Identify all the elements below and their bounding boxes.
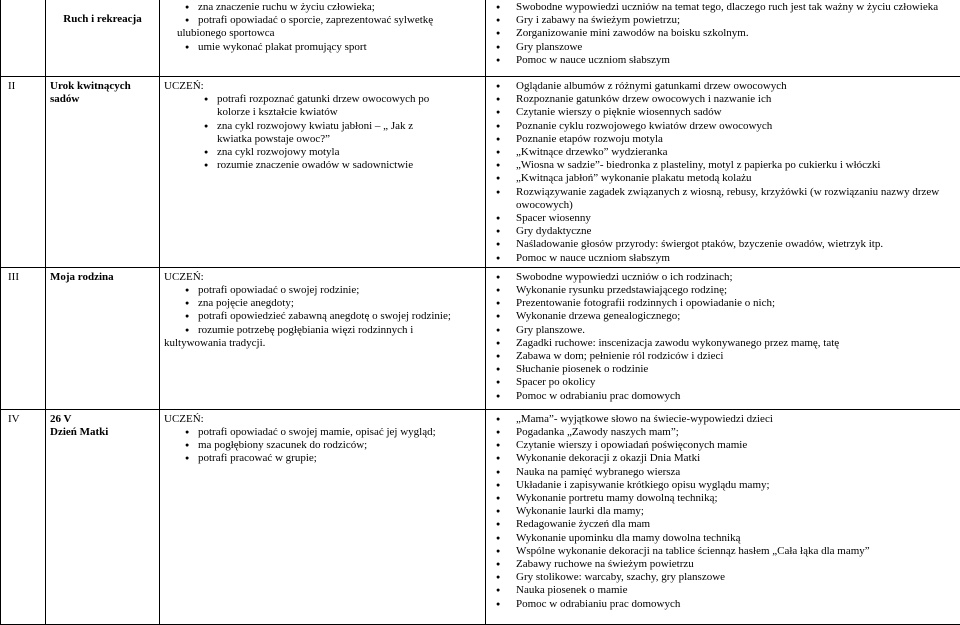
activity-item: ● Słuchanie piosenek o rodzinie [516, 363, 956, 376]
goal-item: ● umie wykonać plakat promujący sport [198, 41, 481, 54]
goal-item: ● potrafi opowiadać o sporcie, zaprezentować sylwetkę [198, 14, 481, 27]
activity-item: ● Poznanie cyklu rozwojowego kwiatów drzew owocowych [516, 120, 942, 133]
topic-text: Urok kwitnących [50, 80, 155, 93]
activity-item: ● Wykonanie dekoracji z okazji Dnia Matki [516, 452, 956, 465]
row-number: III [8, 271, 19, 283]
activity-item: ● Spacer wiosenny [516, 212, 942, 225]
activity-item: ● „Kwitnące drzewko” wydzieranka [516, 146, 942, 159]
goals-cell [160, 77, 486, 268]
activity-item: ● Zorganizowanie mini zawodów na boisku szkolnym. [516, 27, 956, 40]
row-number-cell [1, 267, 46, 409]
activity-item: ● Pomoc w nauce uczniom słabszym [516, 252, 942, 265]
activity-item: ● Wykonanie laurki dla mamy; [516, 505, 956, 518]
activity-item: ● Układanie i zapisywanie krótkiego opisu wyglądu mamy; [516, 479, 956, 492]
goals-header: UCZEŃ: [164, 80, 481, 93]
activity-item: ● Redagowanie życzeń dla mam [516, 518, 956, 531]
goals-cell [160, 409, 486, 624]
activity-item: ● Pomoc w nauce uczniom słabszym [516, 54, 956, 67]
activity-item: ● Zabawy ruchowe na świeżym powietrzu [516, 558, 956, 571]
activity-item: ● Czytanie wierszy o pięknie wiosennych sadów [516, 106, 942, 119]
topic-cell [46, 267, 160, 409]
activity-item: ● Spacer po okolicy [516, 376, 956, 389]
row-number: II [8, 80, 15, 92]
activity-item: ● Wykonanie drzewa genealogicznego; [516, 310, 956, 323]
activity-item: ● Wykonanie rysunku przedstawiającego rodzinę; [516, 284, 956, 297]
activity-item: ● Poznanie etapów rozwoju motyla [516, 133, 942, 146]
goal-item: ● zna cykl rozwojowy motyla [217, 146, 431, 159]
activities-cell [486, 77, 960, 268]
topic-text: sadów [50, 93, 155, 106]
activity-item: ● Wykonanie portretu mamy dowolną techniką; [516, 492, 956, 505]
activity-item: ● Naśladowanie głosów przyrody: świergot ptaków, bzyczenie owadów, wietrzyk itp. [516, 238, 942, 251]
goal-item: ● rozumie potrzebę pogłębiania więzi rodzinnych i [198, 324, 481, 337]
activity-item: ● Zagadki ruchowe: inscenizacja zawodu wykonywanego przez mamę, tatę [516, 337, 956, 350]
goals-cell [160, 267, 486, 409]
activity-item: ● Gry i zabawy na świeżym powietrzu; [516, 14, 956, 27]
row-number-cell [1, 77, 46, 268]
topic-cell [46, 0, 160, 77]
topic-text: 26 V [50, 413, 155, 426]
row-number-cell [1, 0, 46, 77]
goal-item: ● zna pojęcie anegdoty; [198, 297, 481, 310]
topic-cell [46, 77, 160, 268]
goal-item: ● potrafi opowiadać o swojej rodzinie; [198, 284, 481, 297]
activity-item: ● „Wiosna w sadzie”- biedronka z plasteliny, motyl z papierka po cukierku i włóczki [516, 159, 942, 172]
activity-item: ● Nauka na pamięć wybranego wiersza [516, 466, 956, 479]
table-row [1, 77, 960, 268]
goal-item: ● ma pogłębiony szacunek do rodziców; [198, 439, 481, 452]
topic-text: Dzień Matki [50, 426, 155, 439]
activity-item: ● Gry planszowe [516, 41, 956, 54]
activity-item: ● Rozpoznanie gatunków drzew owocowych i nazwanie ich [516, 93, 942, 106]
activity-item: ● Swobodne wypowiedzi uczniów na temat tego, dlaczego ruch jest tak ważny w życiu człowieka [516, 1, 956, 14]
goal-item: ● potrafi rozpoznać gatunki drzew owocowych po kolorze i kształcie kwiatów [217, 93, 431, 119]
activity-item: ● Oglądanie albumów z różnymi gatunkami drzew owocowych [516, 80, 942, 93]
row-number-cell [1, 409, 46, 624]
goal-item: ● zna znaczenie ruchu w życiu człowieka; [198, 1, 481, 14]
table-row [1, 409, 960, 624]
activity-item: ● Rozwiązywanie zagadek związanych z wiosną, rebusy, krzyżówki (w rozwiązaniu nazwy drzew owocowych) [516, 186, 942, 212]
goals-cell [160, 0, 486, 77]
goal-item: ● potrafi opowiedzieć zabawną anegdotę o swojej rodzinie; [198, 310, 481, 323]
goals-header: UCZEŃ: [164, 271, 481, 284]
activity-item: ● Wspólne wykonanie dekoracji na tablice ściennąz hasłem „Cała łąka dla mamy” [516, 545, 956, 558]
activity-item: ● Pomoc w odrabianiu prac domowych [516, 598, 956, 611]
table-row [1, 267, 960, 409]
activity-item: ● Gry dydaktyczne [516, 225, 942, 238]
activity-item: ● Pomoc w odrabianiu prac domowych [516, 390, 956, 403]
table-row [1, 0, 960, 77]
activity-item: ● Prezentowanie fotografii rodzinnych i opowiadanie o nich; [516, 297, 956, 310]
goal-continuation: kultywowania tradycji. [164, 337, 481, 350]
topic-text: Moja rodzina [50, 271, 114, 283]
goal-continuation: ulubionego sportowca [177, 27, 481, 40]
activities-cell [486, 0, 960, 77]
activity-item: ● Swobodne wypowiedzi uczniów o ich rodzinach; [516, 271, 956, 284]
activity-item: ● „Mama”- wyjątkowe słowo na świecie-wypowiedzi dzieci [516, 413, 956, 426]
goal-item: ● zna cykl rozwojowy kwiatu jabłoni – „ Jak z kwiatka powstaje owoc?” [217, 120, 431, 146]
activity-item: ● Czytanie wierszy i opowiadań poświęconych mamie [516, 439, 956, 452]
activity-item: ● Pogadanka „Zawody naszych mam”; [516, 426, 956, 439]
goal-item: ● rozumie znaczenie owadów w sadownictwie [217, 159, 431, 172]
goal-item: ● potrafi opowiadać o swojej mamie, opisać jej wygląd; [198, 426, 481, 439]
activities-cell [486, 267, 960, 409]
topic-cell [46, 409, 160, 624]
activity-item: ● „Kwitnąca jabłoń” wykonanie plakatu metodą kolażu [516, 172, 942, 185]
goal-item: ● potrafi pracować w grupie; [198, 452, 481, 465]
topic-text: Ruch i rekreacja [63, 13, 141, 25]
activity-item: ● Gry stolikowe: warcaby, szachy, gry planszowe [516, 571, 956, 584]
row-number: IV [8, 413, 20, 425]
activity-item: ● Zabawa w dom; pełnienie ról rodziców i dzieci [516, 350, 956, 363]
activity-item: ● Gry planszowe. [516, 324, 956, 337]
activity-item: ● Nauka piosenek o mamie [516, 584, 956, 597]
goals-header: UCZEŃ: [164, 413, 481, 426]
activity-item: ● Wykonanie upominku dla mamy dowolna techniką [516, 532, 956, 545]
activities-cell [486, 409, 960, 624]
